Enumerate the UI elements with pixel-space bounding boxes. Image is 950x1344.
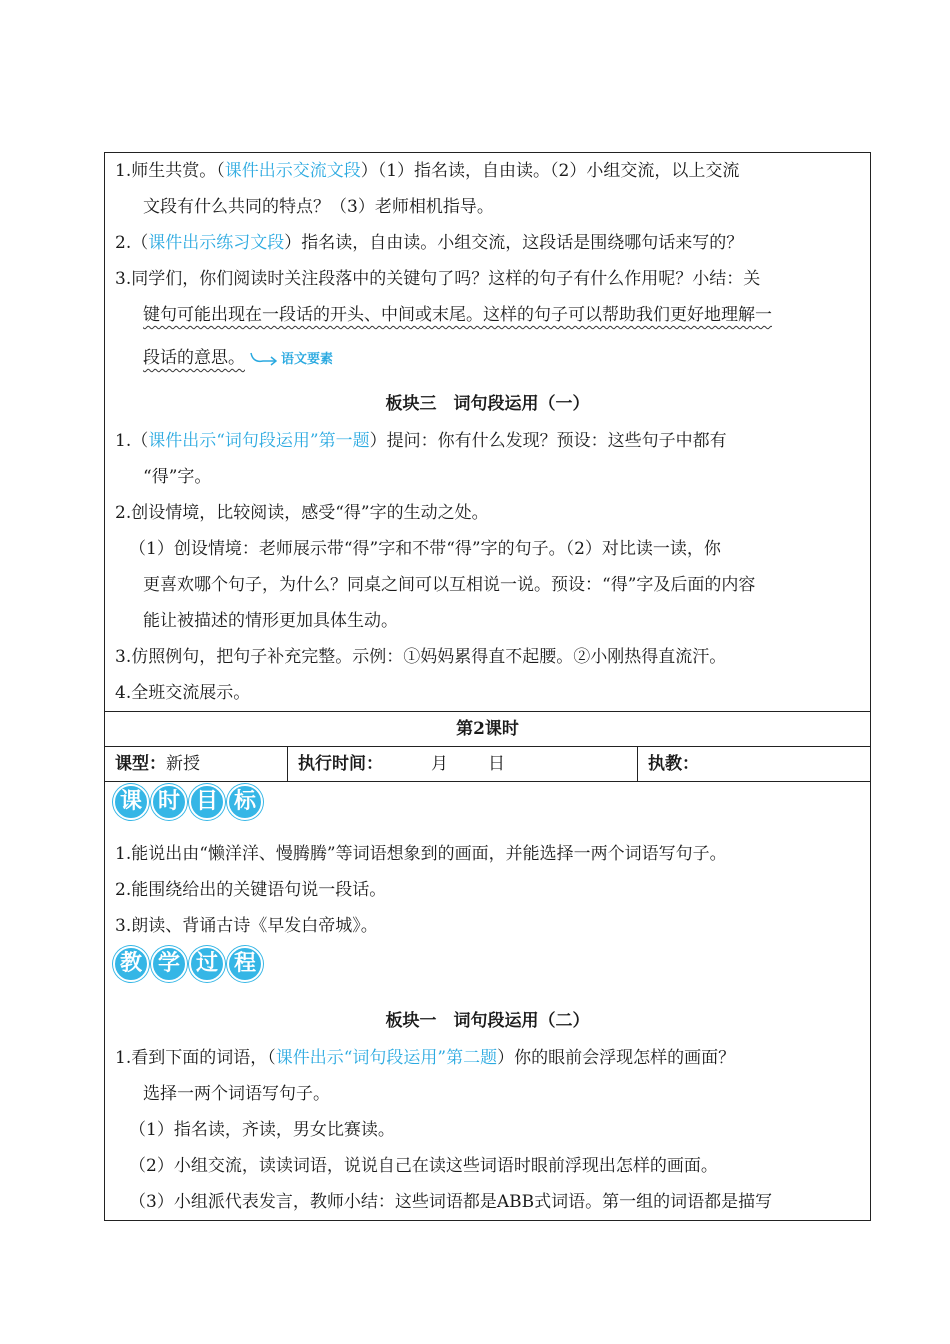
courseware-note: 课件出示练习文段 — [148, 233, 285, 253]
text-line: （1）创设情境：老师展示带“得”字和不带“得”字的句子。（2）对比读一读，你 — [129, 539, 721, 559]
section-heading: 板块一 词句段运用（二） — [385, 1011, 590, 1031]
text-line: 1.师生共赏。（课件出示交流文段）（1）指名读，自由读。（2）小组交流，以上交流 — [115, 161, 740, 181]
section-lesson-goals — [105, 784, 870, 1220]
text-line: 键句可能出现在一段话的开头、中间或末尾。这样的句子可以帮助我们更好地理解一 — [143, 305, 772, 325]
lesson-goals-badge: 课 时 目 标 — [113, 784, 860, 820]
text-line: 文段有什么共同的特点？（3）老师相机指导。 — [143, 197, 494, 217]
teaching-process-badge: 教 学 过 程 — [113, 946, 860, 982]
text-line: “得”字。 — [143, 467, 212, 487]
lesson-type-cell: 课型：新授 — [105, 747, 288, 781]
text-line: 4.全班交流展示。 — [115, 683, 251, 703]
goal-item: 2.能围绕给出的关键语句说一段话。 — [115, 880, 387, 900]
text-line: （1）指名读，齐读，男女比赛读。 — [129, 1120, 395, 1140]
text-line: 选择一两个词语写句子。 — [143, 1084, 330, 1104]
text-line: 3.仿照例句，把句子补充完整。示例：①妈妈累得直不起腰。②小刚热得直流汗。 — [115, 647, 727, 667]
text-line: 1.（课件出示“词句段运用”第一题）提问：你有什么发现？预设：这些句子中都有 — [115, 431, 727, 451]
lesson-info-row — [105, 747, 870, 782]
text-line: 能让被描述的情形更加具体生动。 — [143, 611, 398, 631]
courseware-note: 课件出示“词句段运用”第一题 — [148, 431, 370, 451]
goal-item: 1.能说出由“懒洋洋、慢腾腾”等词语想象到的画面，并能选择一两个词语写句子。 — [115, 844, 727, 864]
text-line: 3.同学们，你们阅读时关注段落中的关键句了吗？这样的句子有什么作用呢？小结：关 — [115, 269, 761, 289]
goal-item: 3.朗读、背诵古诗《早发白帝城》。 — [115, 916, 378, 936]
language-element-note: 语文要素 — [281, 352, 334, 367]
lesson-title: 第2课时 — [105, 712, 870, 747]
text-line: 2.创设情境，比较阅读，感受“得”字的生动之处。 — [115, 503, 489, 523]
text-line: （2）小组交流，读读词语，说说自己在读这些词语时眼前浮现出怎样的画面。 — [129, 1156, 718, 1176]
courseware-note: 课件出示“词句段运用”第二题 — [275, 1048, 498, 1068]
text-line: 更喜欢哪个句子，为什么？同桌之间可以互相说一说。预设：“得”字及后面的内容 — [143, 575, 756, 595]
lesson-plan-table — [104, 152, 871, 1221]
text-line: 段话的意思。 语文要素 — [143, 348, 334, 368]
text-line: 2.（课件出示练习文段）指名读，自由读。小组交流，这段话是围绕哪句话来写的？ — [115, 233, 744, 253]
section-heading: 板块三 词句段运用（一） — [385, 394, 590, 414]
teacher-cell: 执教： — [648, 754, 699, 774]
section-reading-exchange — [105, 153, 870, 712]
text-line: 1.看到下面的词语，（课件出示“词句段运用”第二题）你的眼前会浮现怎样的画面？ — [115, 1048, 736, 1068]
courseware-note: 课件出示交流文段 — [224, 161, 361, 181]
curved-arrow-icon — [249, 351, 277, 367]
execution-time-cell: 执行时间： 月 日 — [288, 747, 638, 781]
text-line: （3）小组派代表发言，教师小结：这些词语都是ABB式词语。第一组的词语都是描写 — [129, 1192, 773, 1212]
